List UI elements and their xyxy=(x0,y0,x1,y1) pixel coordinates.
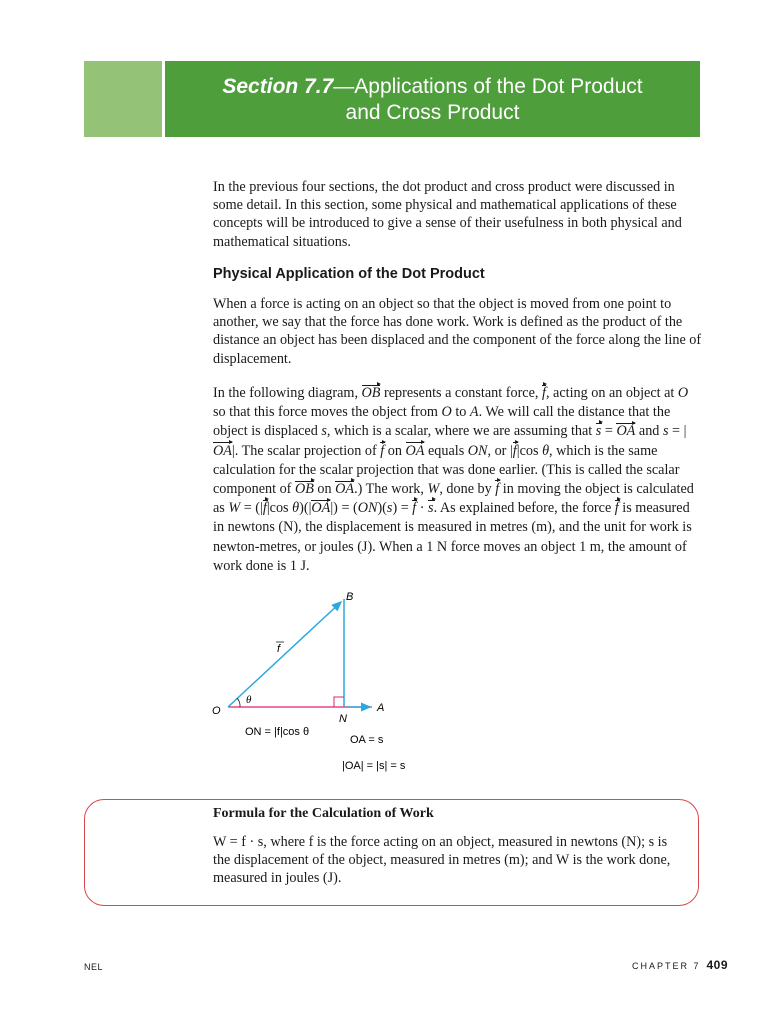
header-accent-block xyxy=(84,61,162,137)
angle-theta-arc xyxy=(237,698,240,707)
caption-ON: ON = |f|cos θ xyxy=(245,726,310,738)
label-A: A xyxy=(377,702,385,714)
work-definition-paragraph: When a force is acting on an object so that the object is moved from one point to another, we say that the force has done work. Work is defined as the product of the distance an object has been displaced and the component of the force along the line of displacement. xyxy=(213,296,702,367)
work-force-diagram xyxy=(200,585,440,775)
formula-title: Formula for the Calculation of Work xyxy=(213,806,434,821)
label-B: B xyxy=(346,591,354,603)
section-title-line1: Applications of the Dot Product xyxy=(354,75,643,98)
footer-publisher: NEL xyxy=(84,962,104,972)
formula-text: W = f · s, where f is the force acting on an object, measured in newtons (N); s is the displacement of the object, measured in metres (m); and W is the work done, measured in joules (J). xyxy=(213,834,671,887)
section-title-line2: and Cross Product xyxy=(345,101,520,124)
caption-magnitude: |OA| = |s| = s xyxy=(342,760,406,772)
page-number: 409 xyxy=(706,958,728,972)
section-header xyxy=(165,61,700,137)
footer-chapter: CHAPTER 7 xyxy=(631,961,701,971)
footer-page-info xyxy=(632,958,728,972)
diagram-explanation-paragraph: In the following diagram, OB represents a constant force, f, acting on an object at O so that this force moves the object from O to A. We will call the distance that the object is displaced s, which is a scalar, where we are assuming that s = OA and s = |OA|. The scalar projection of f on OA equals ON, or |f|cos θ, which is the same calculation for the scalar projection that was done earlier. (This is called the scalar component of OB on OA.) The work, W, done by f in moving the object is calculated as W = (|f|cos θ)(|OA|) = (ON)(s) = f · s. As explained before, the force f is measured in newtons (N), the displacement is measured in metres (m), and the unit for work is newton-metres, or joules (J). When a 1 N force moves an object 1 m, the amount of work done is 1 J. xyxy=(213,385,694,574)
subsection-heading: Physical Application of the Dot Product xyxy=(213,266,485,282)
intro-paragraph: In the previous four sections, the dot product and cross product were discussed in some detail. In this section, some physical and mathematical applications of these concepts will be introduced to give a sense of their usefulness in both physical and mathematical situations. xyxy=(213,179,682,250)
label-theta: θ xyxy=(246,694,252,706)
caption-OA-s: OA = s xyxy=(350,734,384,746)
label-f: f xyxy=(277,643,281,655)
force-vector-OB xyxy=(228,602,341,707)
right-angle-marker xyxy=(334,697,344,707)
section-label: Section 7.7 xyxy=(222,75,334,98)
section-dash: — xyxy=(333,75,355,98)
label-O: O xyxy=(212,705,221,717)
label-N: N xyxy=(339,713,347,725)
